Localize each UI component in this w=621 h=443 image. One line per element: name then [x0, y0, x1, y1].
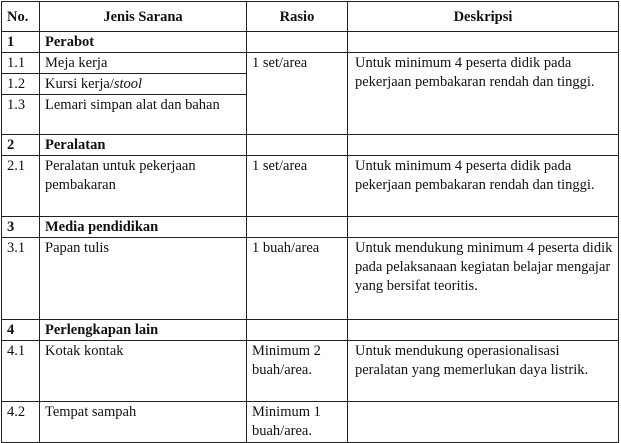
section-number: 2 [2, 135, 40, 156]
item-number: 3.1 [2, 238, 40, 320]
item-rasio: Minimum 1 buah/area. [247, 402, 348, 443]
table-row [2, 53, 619, 74]
section-title: Media pendidikan [40, 217, 247, 238]
item-rasio: 1 set/area [247, 156, 348, 217]
item-deskripsi: Untuk minimum 4 peserta didik pada pekerjaan pembakaran rendah dan tinggi. [348, 156, 619, 217]
item-name: Papan tulis [40, 238, 247, 320]
section-number: 3 [2, 217, 40, 238]
item-number: 1.2 [2, 74, 40, 95]
item-rasio: 1 buah/area [247, 238, 348, 320]
item-number: 4.2 [2, 402, 40, 443]
section-number: 1 [2, 32, 40, 53]
item-number: 1.3 [2, 95, 40, 135]
table-row [2, 402, 619, 443]
section-row [2, 320, 619, 341]
section-row [2, 217, 619, 238]
item-number: 1.1 [2, 53, 40, 74]
section-title: Peralatan [40, 135, 247, 156]
table-row [2, 238, 619, 320]
item-name: Meja kerja [40, 53, 247, 74]
header-rasio: Rasio [247, 2, 348, 32]
item-name: Kursi kerja/stool [40, 74, 247, 95]
item-name-italic: stool [113, 76, 143, 92]
item-deskripsi [348, 402, 619, 443]
item-name: Kotak kontak [40, 341, 247, 402]
header-deskripsi: Deskripsi [348, 2, 619, 32]
section-row [2, 32, 619, 53]
sarana-table [1, 1, 619, 443]
item-name: Lemari simpan alat dan bahan [40, 95, 247, 135]
header-row [2, 2, 619, 32]
section-title: Perabot [40, 32, 247, 53]
section-title: Perlengkapan lain [40, 320, 247, 341]
item-deskripsi: Untuk minimum 4 peserta didik pada pekerjaan pembakaran rendah dan tinggi. [348, 53, 619, 135]
table-row [2, 156, 619, 217]
item-rasio: 1 set/area [247, 53, 348, 135]
section-number: 4 [2, 320, 40, 341]
item-number: 2.1 [2, 156, 40, 217]
item-deskripsi: Untuk mendukung operasionalisasi peralatan yang memerlukan daya listrik. [348, 341, 619, 402]
header-no: No. [2, 2, 40, 32]
item-name: Peralatan untuk pekerjaan pembakaran [40, 156, 247, 217]
section-row [2, 135, 619, 156]
item-deskripsi: Untuk mendukung minimum 4 peserta didik pada pelaksanaan kegiatan belajar mengajar yang bersifat teoritis. [348, 238, 619, 320]
item-rasio: Minimum 2 buah/area. [247, 341, 348, 402]
item-number: 4.1 [2, 341, 40, 402]
header-jenis-sarana: Jenis Sarana [40, 2, 247, 32]
table-row [2, 341, 619, 402]
item-name: Tempat sampah [40, 402, 247, 443]
